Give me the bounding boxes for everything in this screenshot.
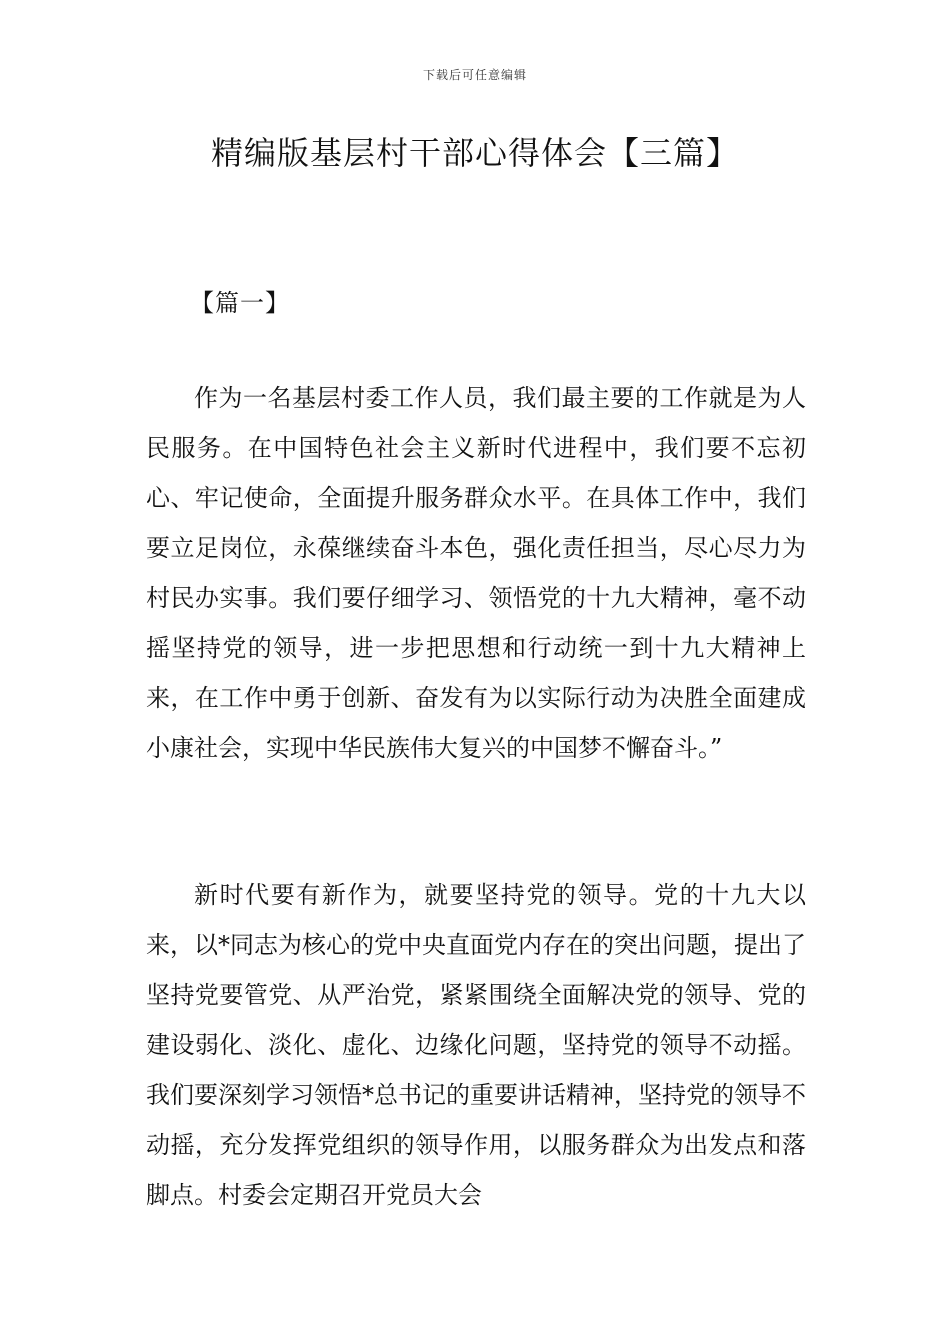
body-paragraph-2: 新时代要有新作为，就要坚持党的领导。党的十九大以来，以*同志为核心的党中央直面党内存在的突出问题，提出了坚持党要管党、从严治党，紧紧围绕全面解决党的领导、党的建设弱化、淡化、虚化、边缘化问题，坚持党的领导不动摇。我们要深刻学习领悟*总书记的重要讲话精神，坚持党的领导不动摇，充分发挥党组织的领导作用，以服务群众为出发点和落脚点。村委会定期召开党员大会 (146, 881, 806, 1209)
document-title: 精编版基层村干部心得体会【三篇】 (210, 134, 739, 172)
section-heading: 【篇一】 (190, 289, 290, 317)
body-paragraph-1: 作为一名基层村委工作人员，我们最主要的工作就是为人民服务。在中国特色社会主义新时代进程中，我们要不忘初心、牢记使命，全面提升服务群众水平。在具体工作中，我们要立足岗位，永葆继续奋斗本色，强化责任担当，尽心尽力为村民办实事。我们要仔细学习、领悟党的十九大精神，毫不动摇坚持党的领导，进一步把思想和行动统一到十九大精神上来，在工作中勇于创新、奋发有为以实际行动为决胜全面建成小康社会，实现中华民族伟大复兴的中国梦不懈奋斗。” (146, 384, 806, 762)
header-note: 下载后可任意编辑 (422, 68, 527, 82)
